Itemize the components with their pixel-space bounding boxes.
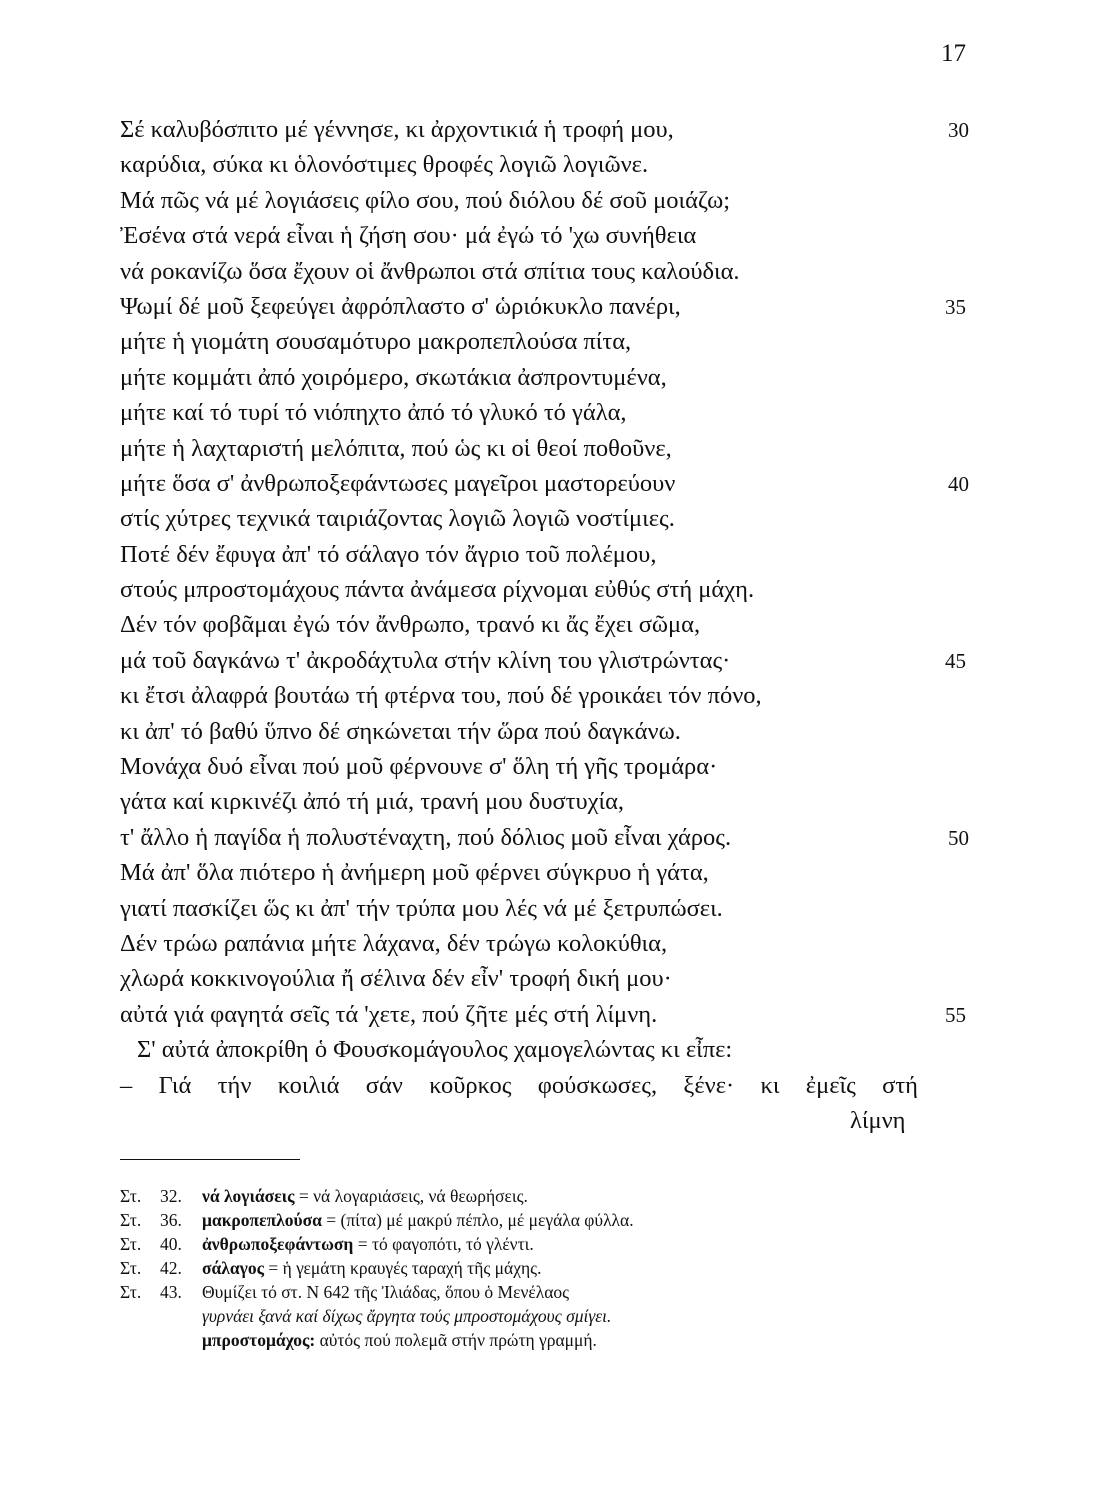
footnote-term: μακροπεπλούσα [202,1210,322,1230]
footnote-st: Στ. [120,1234,142,1254]
verse-text: μά τοῦ δαγκάνω τ' ἀκροδάχτυλα στήν κλίνη του γλιστρώντας· [120,646,731,674]
verse-line [0,928,1111,963]
verse-line [0,433,1111,468]
verse-line [0,1034,1111,1069]
verse-line [0,822,1111,857]
footnote-term: νά λογιάσεις [202,1186,295,1206]
line-number: 40 [948,471,969,496]
footnote-number: 42. [160,1258,182,1278]
verse-line [0,362,1111,397]
footnote-body [202,1185,528,1207]
footnote-number: 40. [160,1234,182,1254]
verse-text: – Γιά τήν κοιλιά σάν κοῦρκος φούσκωσες, ξένε· κι ἐμεῖς στή [120,1071,918,1099]
verse-line [0,1070,1111,1105]
footnote-def: νά λογαριάσεις, νά θεωρήσεις. [313,1186,528,1206]
verse-text: λίμνη [850,1106,906,1134]
verse-line [0,256,1111,291]
verse-text: αὐτά γιά φαγητά σεῖς τά 'χετε, πού ζῆτε μές στή λίμνη. [120,1000,658,1028]
verse-line [0,397,1111,432]
verse-text: μήτε ἡ γιομάτη σουσαμότυρο μακροπεπλούσα πίτα, [120,328,632,356]
footnote-def: (πίτα) μέ μακρύ πέπλο, μέ μεγάλα φύλλα. [340,1210,634,1230]
verse-line [0,963,1111,998]
page-number: 17 [941,40,966,67]
footnote-continuation [0,1329,1111,1353]
footnote-body [202,1233,534,1255]
verse-block [0,114,1111,1140]
footnote-continuation [0,1305,1111,1329]
verse-line [0,716,1111,751]
verse-line [0,574,1111,609]
verse-text: Μά πῶς νά μέ λογιάσεις φίλο σου, πού διόλου δέ σοῦ μοιάζω; [120,186,731,214]
footnote-body [202,1257,541,1279]
footnote-term: ἀνθρωποξεφάντωση [202,1234,354,1254]
footnote-body [202,1329,597,1351]
verse-line [0,1105,1111,1140]
footnote-def: αὐτός πού πολεμᾶ στήν πρώτη γραμμή. [319,1330,597,1350]
verse-text: στίς χύτρες τεχνικά ταιριάζοντας λογιῶ λογιῶ νοστίμιες. [120,505,675,533]
verse-line [0,999,1111,1034]
verse-text: μήτε κομμάτι ἀπό χοιρόμερο, σκωτάκια ἀσπροντυμένα, [120,363,667,391]
footnotes [0,1185,1111,1353]
footnote-eq: = [268,1258,279,1278]
verse-text: Ποτέ δέν ἔφυγα ἀπ' τό σάλαγο τόν ἄγριο τοῦ πολέμου, [120,540,657,568]
verse-line [0,220,1111,255]
footnote-eq: = [357,1234,368,1254]
line-number: 30 [948,118,969,142]
footnote-body: Θυμίζει τό στ. Ν 642 τῆς Ἰλιάδας, ὅπου ὁ Μενέλαος [202,1282,570,1302]
verse-line [0,893,1111,928]
verse-text: Ψωμί δέ μοῦ ξεφεύγει ἀφρόπλαστο σ' ὡριόκυκλο πανέρι, [120,292,681,320]
footnote-row [0,1281,1111,1305]
footnote-st: Στ. [120,1186,142,1206]
verse-text: Μονάχα δυό εἶναι πού μοῦ φέρνουνε σ' ὅλη τή γῆς τρομάρα· [120,753,718,781]
line-number: 45 [945,648,966,673]
verse-line [0,645,1111,680]
verse-text: μήτε ἡ λαχταριστή μελόπιτα, πού ὡς κι οἱ θεοί ποθοῦνε, [120,434,672,462]
footnote-term: μπροστομάχος: [202,1330,316,1350]
footnote-number: 36. [160,1210,182,1230]
verse-text: χλωρά κοκκινογούλια ἤ σέλινα δέν εἶν' τροφή δική μου· [120,965,672,993]
verse-text: γιατί πασκίζει ὥς κι ἀπ' τήν τρύπα μου λές νά μέ ξετρυπώσει. [120,894,723,922]
verse-line [0,326,1111,361]
verse-line [0,751,1111,786]
footnote-row [0,1257,1111,1281]
verse-line [0,149,1111,184]
footnote-eq: = [326,1210,337,1230]
footnote-quote: γυρνάει ξανά καί δίχως ἄργητα τούς μπροστομάχους σμίγει. [202,1306,612,1326]
verse-line [0,857,1111,892]
verse-text: νά ροκανίζω ὅσα ἔχουν οἱ ἄνθρωποι στά σπίτια τους καλούδια. [120,257,740,285]
verse-line [0,680,1111,715]
footnote-st: Στ. [120,1258,142,1278]
verse-line [0,468,1111,503]
footnote-rule [120,1159,300,1160]
verse-line [0,609,1111,644]
verse-text: μήτε καί τό τυρί τό νιόπηχτο ἀπό τό γλυκό τό γάλα, [120,399,627,427]
verse-line [0,786,1111,821]
footnote-eq: = [298,1186,309,1206]
footnote-st: Στ. [120,1282,142,1302]
footnote-row [0,1209,1111,1233]
footnote-term: σάλαγος [202,1258,264,1278]
verse-text: κι ἔτσι ἀλαφρά βουτάω τή φτέρνα του, πού δέ γροικάει τόν πόνο, [120,682,762,710]
verse-text: στούς μπροστομάχους πάντα ἀνάμεσα ρίχνομαι εὐθύς στή μάχη. [120,576,755,604]
footnote-def: τό φαγοπότι, τό γλέντι. [371,1234,534,1254]
footnote-row [0,1233,1111,1257]
footnote-def: ἡ γεμάτη κραυγές ταραχή τῆς μάχης. [282,1258,542,1278]
verse-line [0,539,1111,574]
line-number: 50 [948,825,969,850]
verse-line [0,185,1111,220]
verse-text: κι ἀπ' τό βαθύ ὕπνο δέ σηκώνεται τήν ὥρα πού δαγκάνω. [120,717,681,745]
verse-text: μήτε ὅσα σ' ἀνθρωποξεφάντωσες μαγεῖροι μαστορεύουν [120,469,676,497]
verse-text: Ἐσένα στά νερά εἶναι ἡ ζήση σου· μά ἐγώ τό 'χω συνήθεια [120,222,697,250]
verse-text: Δέν τόν φοβᾶμαι ἐγώ τόν ἄνθρωπο, τρανό κι ἄς ἔχει σῶμα, [120,611,701,639]
verse-text: Σέ καλυβόσπιτο μέ γέννησε, κι ἀρχοντικιά ἡ τροφή μου, [120,116,674,143]
verse-line [0,114,1111,149]
verse-text: Δέν τρώω ραπάνια μήτε λάχανα, δέν τρώγω κολοκύθια, [120,929,668,957]
footnote-number: 43. [160,1282,182,1302]
line-number: 55 [945,1002,966,1027]
footnote-number: 32. [160,1186,182,1206]
line-number: 35 [945,294,966,319]
verse-text: τ' ἄλλο ἡ παγίδα ἡ πολυστέναχτη, πού δόλιος μοῦ εἶναι χάρος. [120,823,732,851]
verse-text: Σ' αὐτά ἀποκρίθη ὁ Φουσκομάγουλος χαμογελώντας κι εἶπε: [137,1036,733,1064]
footnote-body [202,1209,634,1231]
verse-line [0,503,1111,538]
verse-text: Μά ἀπ' ὅλα πιότερο ἡ ἀνήμερη μοῦ φέρνει σύγκρυο ἡ γάτα, [120,859,709,887]
verse-text: γάτα καί κιρκινέζι ἀπό τή μιά, τρανή μου δυστυχία, [120,788,625,816]
verse-line [0,291,1111,326]
verse-text: καρύδια, σύκα κι ὁλονόστιμες θροφές λογιῶ λογιῶνε. [120,151,649,179]
footnote-st: Στ. [120,1210,142,1230]
footnote-row [0,1185,1111,1209]
